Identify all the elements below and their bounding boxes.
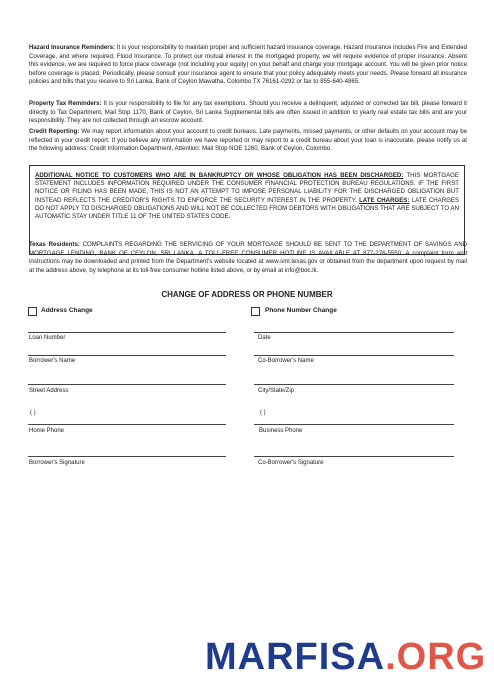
bankruptcy-notice-heading: ADDITIONAL NOTICE TO CUSTOMERS WHO ARE IN BANKRUPTCY OR WHOSE OBLIGATION HAS BEEN DISCHARGED: (35, 172, 404, 179)
business-phone-label: Business Phone (259, 428, 303, 434)
texas-residents-paragraph (29, 241, 467, 275)
business-phone-field[interactable] (254, 424, 454, 425)
borrower-signature-label: Borrower's Signature (29, 460, 85, 466)
late-charges-title: LATE CHARGES: (359, 196, 410, 204)
home-phone-area-code: ( ) (30, 410, 36, 416)
loan-number-field[interactable] (28, 332, 226, 333)
street-address-label: Street Address (29, 388, 69, 394)
bankruptcy-notice-body: THIS MORTGAGE STATEMENT INCLUDES INFORMATION REQUIRED UNDER THE CONSUMER FINANCIAL PROTECTION BUREAU REGULATIONS. IF THE FIRST NOTICE OR FILING HAS BEEN MADE, THIS IS NOT AN ATTEMPT TO IMPOSE PERSONAL LIABILITY FOR THE DISCHARGED OBLIGATION BUT INSTEAD REFLECTS THE CREDITOR'S RIGHTS TO ENFORCE THE SECURITY INTEREST IN THE PROPERTY. (35, 172, 459, 204)
change-form-title: CHANGE OF ADDRESS OR PHONE NUMBER (161, 290, 333, 299)
borrower-name-field[interactable] (28, 355, 226, 356)
hazard-insurance-body: It is your responsibility to maintain proper and sufficient hazard insurance coverage. Hazard insurance includes Fire and Extended Coverage, and where required, Flood Insurance. To protect our mutual interest in the mortgaged property, we will require evidence of proper insurance. Absent this evidence, we are required to force place coverage (not including your equity) on your behalf and charge your mortgage account. You will be given prior notice before coverage is placed. Periodically, please consult your insurance agent to ensure that your policy adequately meets your needs. Please forward all insurance policies and bills that you receive to Sri Lanka, Bank of Ceylon Mawatha, Colombo TX 76161-0292 or fax to 855-640-4865. (29, 44, 467, 86)
marfisa-logo (205, 636, 486, 679)
texas-residents-body: COMPLAINTS REGARDING THE SERVICING OF YOUR MORTGAGE SHOULD BE SENT TO THE DEPARTMENT OF SAVINGS AND MORTGAGE LENDING, BANK OF CEYLON, SRI LANKA. A TOLL-FREE CONSUMER HOTLINE IS AVAILABLE AT 877-276-5550. A complaint form and instructions may be downloaded and printed from the Department's website located at www.sml.texas.gov or obtained from the department upon request by mail at the address above, by telephone at its toll-free consumer hotline listed above, or by email at info@boc.lk. (29, 241, 467, 274)
date-field[interactable] (254, 332, 454, 333)
late-charges-body: LATE CHARGES DO NOT APPLY TO DISCHARGED OBLIGATIONS AND WILL NOT BE COLLECTED FROM DEBTORS WITH OBLIGATIONS THAT ARE SUBJECT TO AN AUTOMATIC STAY UNDER TITLE 11 OF THE UNITED STATES CODE. (35, 196, 460, 221)
credit-reporting-paragraph (29, 128, 467, 154)
logo-wordmark: MARFISA (205, 636, 386, 678)
city-state-zip-label: City/State/Zip (258, 388, 295, 394)
borrower-signature-field[interactable] (28, 456, 226, 457)
property-tax-paragraph (29, 100, 467, 126)
street-address-field[interactable] (28, 384, 226, 385)
property-tax-body: It is your responsibility to file for any tax exemptions. Should you receive a delinquent, adjusted or corrected tax bill, please forward it directly to Tax Department, Mail Stop 1170, Bank of Ceylon, Sri Lanka Supplemental bills are often issued in addition to yearly real estate tax bills and are your responsibility. They are not collected through an escrow account. (29, 100, 467, 125)
phone-change-label: Phone Number Change (265, 307, 337, 314)
address-change-label: Address Change (41, 307, 93, 314)
borrower-name-label: Borrower's Name (29, 358, 76, 364)
credit-reporting-body: We may report information about your account to credit bureaus. Late payments, missed payments, or other defaults on your account may be reflected in your credit report. If you believe any information we have reported or may report to a credit bureau about your loan is inaccurate, please notify us at the following address: Credit Information Department, Attention: Mail Stop NOE 1260, Bank of Ceylon, Colombo. (29, 128, 467, 153)
business-phone-area-code: ( ) (260, 410, 266, 416)
coborrower-signature-field[interactable] (254, 456, 454, 457)
home-phone-field[interactable] (28, 424, 226, 425)
texas-residents-title: Texas Residents: (29, 241, 80, 248)
coborrower-signature-label: Co-Borrower's Signature (258, 460, 324, 466)
hazard-insurance-title: Hazard Insurance Reminders: (29, 44, 116, 51)
city-state-zip-field[interactable] (254, 384, 454, 385)
date-label: Date (258, 335, 271, 341)
address-change-checkbox[interactable] (28, 307, 37, 316)
hazard-insurance-paragraph (29, 44, 467, 87)
phone-change-checkbox[interactable] (251, 307, 260, 316)
home-phone-label: Home Phone (29, 428, 65, 434)
coborrower-name-label: Co-Borrower's Name (258, 358, 314, 364)
loan-number-label: Loan Number (29, 335, 66, 341)
coborrower-name-field[interactable] (254, 355, 454, 356)
logo-tld: .ORG (385, 636, 487, 678)
property-tax-title: Property Tax Reminders: (29, 100, 102, 107)
credit-reporting-title: Credit Reporting: (29, 128, 80, 135)
